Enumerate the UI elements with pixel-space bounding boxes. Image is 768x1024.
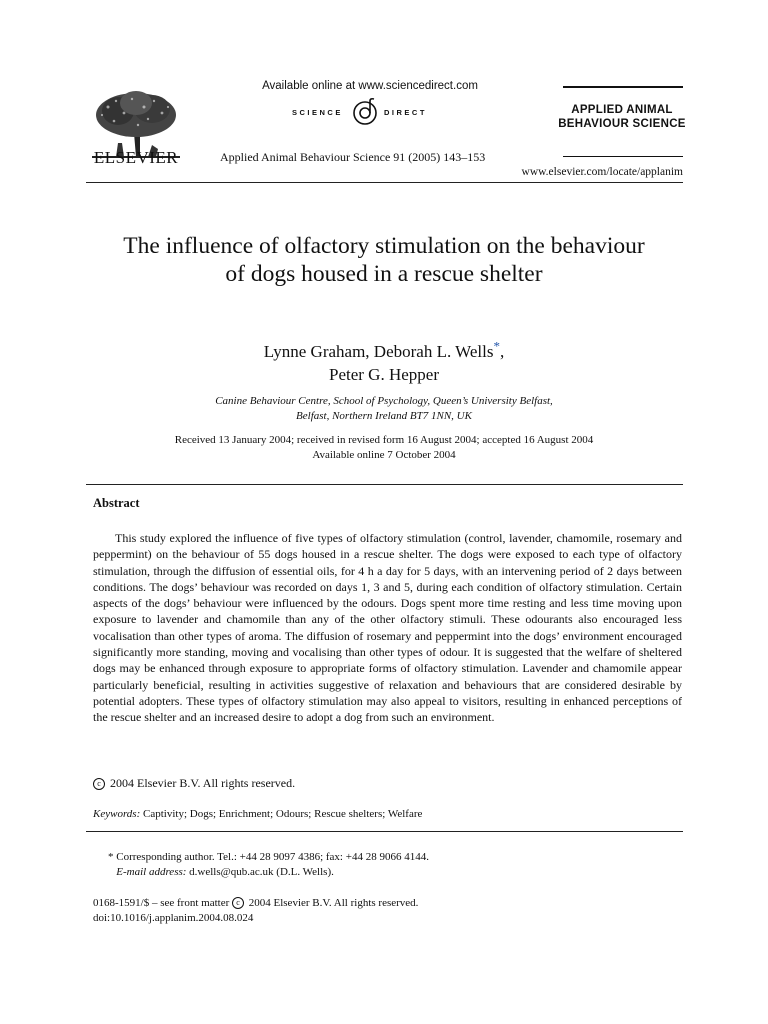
available-online-link[interactable]: Available online at www.sciencedirect.com — [262, 80, 478, 92]
header-divider — [86, 182, 683, 183]
article-history — [100, 433, 668, 463]
author-list — [120, 340, 648, 386]
journal-title-bottom-rule — [563, 156, 683, 157]
keywords-divider — [86, 831, 683, 832]
keywords-list: Captivity; Dogs; Enrichment; Odours; Rescue shelters; Welfare — [143, 808, 423, 820]
publisher-name: ELSEVIER — [93, 148, 179, 167]
article-title: The influence of olfactory stimulation on the behaviour of dogs housed in a rescue shelter — [123, 233, 645, 287]
authors-line-1-comma: , — [499, 342, 505, 361]
email-link[interactable]: d.wells@qub.ac.uk (D.L. Wells). — [189, 866, 334, 878]
copyright-icon: c — [93, 778, 105, 790]
doi-link[interactable]: doi:10.1016/j.applanim.2004.08.024 — [93, 912, 254, 924]
journal-citation: Applied Animal Behaviour Science 91 (2005) 143–153 — [220, 150, 486, 164]
journal-url-link[interactable]: www.elsevier.com/locate/applanim — [521, 166, 683, 178]
sciencedirect-logo-left: SCIENCE — [292, 108, 343, 117]
journal-title-top-rule — [563, 86, 683, 88]
authors-line-2: Peter G. Hepper — [329, 365, 439, 384]
abstract-copyright — [93, 776, 295, 791]
sciencedirect-logo-right: DIRECT — [384, 108, 427, 117]
abstract-text: This study explored the influence of five types of olfactory stimulation (control, lavender, chamomile, rosemary and peppermint) on the behaviour of 55 dogs housed in a rescue shelter. The dogs were exposed to each type of olfactory stimulation, through the diffusion of essential oils, for 4 h a day for 5 days, with an intervening period of 2 days between conditions. The dogs’ behaviour was recorded on days 1, 3 and 5, during each condition of olfactory stimulation. Certain aspects of the dogs’ behaviour were influenced by the odours. Dogs spent more time resting and less time moving upon exposure to lavender and chamomile than any of the other olfactory stimuli. These odourants also encouraged less vocalisation than other types of aroma. The diffusion of rosemary and peppermint into the dogs’ environment encouraged significantly more standing, moving and vocalising than other types of odour. It is suggested that the welfare of sheltered dogs may be enhanced through exposure to appropriate forms of olfactory stimulation. Lavender and chamomile appear particularly beneficial, resulting in activities suggestive of relaxation and behaviours that are considered desirable by potential adopters. These types of olfactory stimulation may also appeal to visitors, resulting in enhanced perceptions of the rescue shelter and an increased desire to adopt a dog from such an environment. — [93, 531, 682, 725]
received-dates: Received 13 January 2004; received in revised form 16 August 2004; accepted 16 August 2004 — [174, 434, 594, 446]
issn-text: 0168-1591/$ – see front matter — [93, 897, 230, 909]
abstract-heading: Abstract — [93, 496, 140, 510]
corresponding-author-footnote — [108, 850, 668, 880]
footnote-mark: * — [108, 851, 114, 863]
keywords — [93, 808, 682, 820]
keywords-label: Keywords: — [93, 808, 141, 820]
copyright-text: 2004 Elsevier B.V. All rights reserved. — [110, 776, 296, 790]
journal-title: APPLIED ANIMAL BEHAVIOUR SCIENCE — [558, 104, 686, 130]
affiliation — [120, 394, 648, 424]
front-matter — [93, 896, 673, 926]
affiliation-line-1: Canine Behaviour Centre, School of Psychology, Queen’s University Belfast, — [215, 395, 553, 407]
available-online-date: Available online 7 October 2004 — [312, 449, 456, 461]
front-matter-copyright: 2004 Elsevier B.V. All rights reserved. — [248, 897, 419, 909]
abstract-top-divider — [86, 484, 683, 485]
sciencedirect-logo — [292, 99, 472, 129]
at-symbol-icon — [352, 97, 380, 127]
corresponding-author-link[interactable]: * — [493, 338, 500, 354]
footnote-text: Corresponding author. Tel.: +44 28 9097 4386; fax: +44 28 9066 4144. — [116, 851, 429, 863]
email-label: E-mail address: — [116, 866, 187, 878]
affiliation-line-2: Belfast, Northern Ireland BT7 1NN, UK — [296, 410, 472, 422]
copyright-icon: c — [232, 897, 244, 909]
authors-line-1: Lynne Graham, Deborah L. Wells — [263, 342, 494, 361]
